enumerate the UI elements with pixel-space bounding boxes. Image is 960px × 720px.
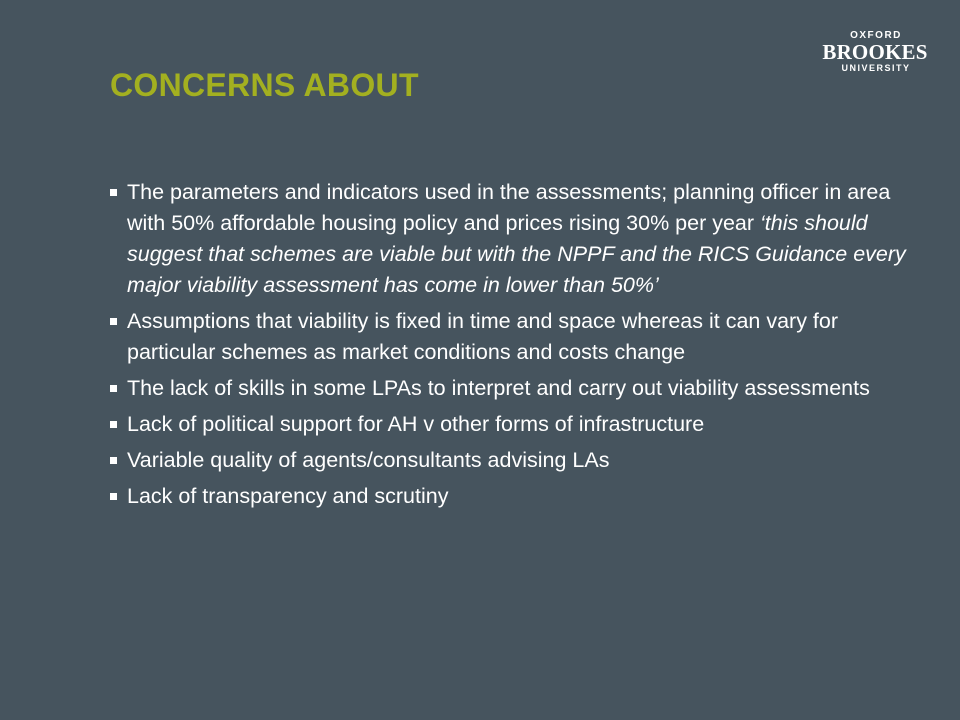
bullet-item (108, 481, 923, 512)
square-bullet-icon (110, 318, 117, 325)
bullet-item (108, 409, 923, 440)
logo-line-brookes: BROOKES (822, 40, 928, 64)
bullet-quote: ‘this should suggest that schemes are viable but with the NPPF and the RICS Guidance every major viability assessment has come in lower than 50%’ (127, 211, 906, 297)
bullet-item (108, 177, 923, 301)
bullet-item (108, 373, 923, 404)
square-bullet-icon (110, 421, 117, 428)
bullet-text: The parameters and indicators used in the assessments; planning officer in area with 50% affordable housing policy and prices rising 30% per year (127, 180, 891, 235)
slide-title: CONCERNS ABOUT (110, 67, 419, 103)
bullet-item (108, 445, 923, 476)
logo-line-oxford: OXFORD (850, 30, 902, 41)
logo-line-university: UNIVERSITY (841, 63, 911, 73)
bullet-text: Lack of political support for AH v other forms of infrastructure (127, 412, 705, 436)
bullet-list (108, 177, 923, 517)
bullet-text: Variable quality of agents/consultants advising LAs (127, 448, 610, 472)
square-bullet-icon (110, 457, 117, 464)
bullet-text: The lack of skills in some LPAs to interpret and carry out viability assessments (127, 376, 870, 400)
square-bullet-icon (110, 189, 117, 196)
bullet-text: Assumptions that viability is fixed in time and space whereas it can vary for particular schemes as market conditions and costs change (127, 309, 839, 364)
square-bullet-icon (110, 385, 117, 392)
bullet-item (108, 306, 923, 368)
oxford-brookes-logo (812, 30, 938, 80)
bullet-text: Lack of transparency and scrutiny (127, 484, 449, 508)
square-bullet-icon (110, 493, 117, 500)
